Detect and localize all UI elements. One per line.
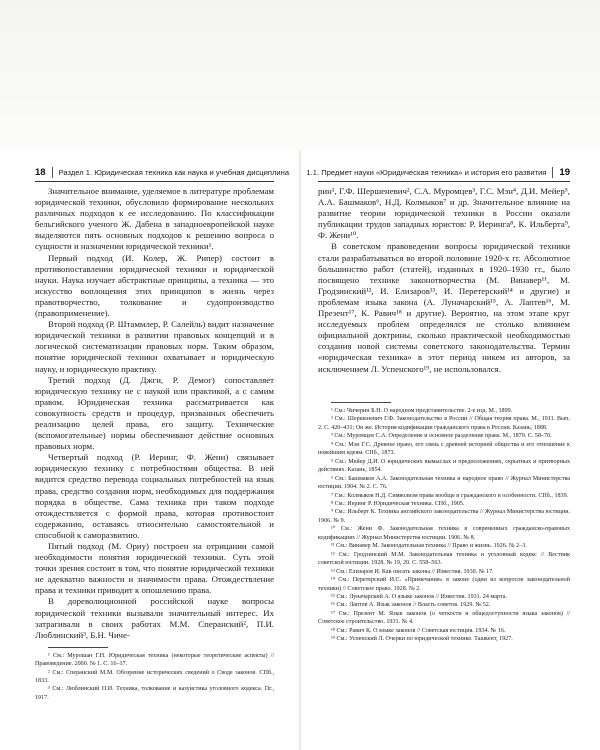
footnote: ¹ См.: Чичерин Б.Н. О народном представительстве. 2-е изд. М., 1899. (331, 408, 513, 414)
footnote: ¹² См.: Гродзинский М.М. Законодательная техника и уголовный кодекс // Вестник советской юстиции. 1928. № 19, 20. С. 558–563. (318, 551, 570, 567)
footnote: ¹ См.: Мурошан Г.Н. Юридическая техника (некоторые теоретические аспекты) // Правоведение. 2000. № 1. С. 16–17. (35, 652, 274, 668)
right-running-header (306, 166, 570, 178)
right-page-number: 19 (559, 166, 570, 178)
footnote: ³ См.: Люблинский П.И. Техника, толкование и казуистика уголовного кодекса. Пг., 1917. (35, 686, 274, 701)
footnote: ² См.: Сперанский М.М. Обозрение исторических сведений о Своде законов. СПб., 1833. (35, 669, 274, 685)
footnote: ¹⁰ См.: Жени Ф. Законодательная техника в современных гражданско-правовых кодификациях // Журнал Министерства юстиции. 1906. № 8. (318, 526, 570, 541)
footnote: ⁵ См.: Мейер Д.И. О юридических вымыслах и предположениях, скрытных и притворных действиях. Казань, 1854. (318, 458, 570, 474)
left-page (0, 0, 299, 750)
footnote: ⁶ См.: Башмаков А.А. Законодательная техника и народное право // Журнал Министерства юстиции. 1904. № 2. С. 76. (318, 475, 570, 491)
paragraph: Пятый подход (М. Ориу) построен на отрицании самой необходимости понятия юридической техники. Суть этой точки зрения состоит в том, что понятие юридической техники не адекватно важности и значимости права. Отождествление права и техники приводит к опошлению права. (35, 541, 274, 596)
left-header-text: Раздел 1. Юридическая техника как наука и учебная дисциплина (58, 167, 290, 177)
left-footnotes (35, 652, 274, 702)
left-body-text (35, 186, 274, 702)
left-page-number: 18 (35, 166, 46, 178)
footnote: ¹⁵ См.: Луначарский А. О языке законов // Известия. 1931. 24 марта. (331, 593, 507, 600)
footnote: ¹³ См.: Елизаров И. Как писать законы // Известия. 1930. № 17. (331, 568, 494, 575)
footnote: ¹⁶ См.: Лаптев А. Язык законов // Власть советов. 1929. № 52. (331, 602, 491, 609)
footnote: ¹⁹ См.: Успенский Л. Очерки по юридической технике. Ташкент, 1927. (331, 636, 513, 643)
footnote-rule (331, 402, 391, 403)
footnote: ³ См.: Муромцев С.А. Определение и основное разделение права. М., 1879. С. 58–70. (331, 433, 552, 440)
footnote: ⁴ См.: Мэн Г.С. Древнее право, его связь с древней историей общества и его отношение к новейшим идеям. СПб., 1873. (318, 441, 570, 457)
footnote: ² См.: Шершеневич Г.Ф. Законодательство в России // Общая теория права. М., 1911. Вып. 2. С. 420–431; Он же. История кодификации гражданского права в России. Казань, 1888. (318, 416, 570, 431)
header-separator (52, 167, 53, 178)
paragraph: Четвертый подход (Р. Иеринг, Ф. Жени) связывает юридическую технику с потребностями общества. В ней видится средство перевода социальных потребностей на язык права, средство создания норм, необходимых для поддержания порядка в обществе. Сама техника при таком подходе отождествляется с формой права, которая противостоит содержанию, оставаясь относительно самостоятельной и способной к саморазвитию. (35, 452, 274, 540)
right-header-rule (318, 181, 570, 182)
footnote: ⁷ См.: Колмыков Н.Д. Символизм права вообще и гражданского в особенности. СПб., 1839. (331, 492, 569, 499)
footnote: ¹⁷ См.: Презент М. Язык законов (о четкости и общедоступности языка законов) // Советское строительство. 1931. № 4. (318, 610, 570, 626)
footnote: ⁸ См.: Иеринг Р. Юридическая техника. СПб., 1905. (331, 500, 465, 507)
paragraph: Первый подход (И. Колер, Ж. Рипер) состоит в противопоставлении юридической техники и юридической науки. Наука изучает абстрактные принципы, а техника — это искусство воплощения этих принципов в жизнь через правотворчество, толкование и судопроизводство (правоприменение). (35, 252, 274, 319)
right-page (301, 0, 600, 750)
left-header-rule (35, 181, 274, 182)
paragraph: В дореволюционной российской науке вопросы юридической техники вызывали значительный интерес. Их затрагивали в своих работах М.М. Сперанский², П.И. Люблинский³, Б.Н. Чиче- (35, 596, 274, 640)
paragraph: В советском правоведении вопросы юридической техники стали разрабатываться во второй половине 1920-х гг. Абсолютное большинство работ (статей), изданных в 1920–1930 гг., было посвящено технике законотворчества (М. Винавер¹¹, М. Гродзинский¹², И. Елизаров¹³, И. Перетерский¹⁴ и другие) и проблемам языка закона (А. Луначарский¹⁵, А. Лаптев¹⁶, М. Презент¹⁷, К. Равич¹⁸ и другие). Вероятно, на этом этапе круг исследуемых проблем определялся не столько влиянием официальной доктрины, сколько практической необходимостью создания новой системы советского законодательства. Термин «юридическая техника» в этот период никем из авторов, за исключением Л. Успенского¹⁹, не использовался. (318, 241, 570, 374)
paragraph: Третий подход (Д. Джги, Р. Демог) сопоставляет юридическую технику не с наукой или практикой, а с самим правом. Юридическая техника рассматривается как совокупность средств и процедур, призванных обеспечить реализацию целей права, его защиту. Технические (вспомогательные) нормы обеспечивают действие основных правовых норм. (35, 374, 274, 452)
footnote-rule (48, 647, 108, 648)
right-body-text (318, 186, 570, 375)
footnote: ⁹ См.: Ильберт К. Техника английского законодательства // Журнал Министерства юстиции. 1906. № 9. (318, 509, 570, 524)
right-header-text: 1.1. Предмет науки «Юридическая техника» и история его развития (306, 167, 547, 177)
footnote: ¹⁸ См.: Равич К. О языке законов // Советская юстиция. 1934. № 16. (331, 627, 506, 634)
paragraph: Значительное внимание, уделяемое в литературе проблемам юридической техники, обусловило формирование нескольких различных подходов к ее исследованию. По классификации бельгийского ученого Ж. Дабена в западноевропейской науке выделяются пять основных подходов к решению вопроса о сущности и назначении юридической техники¹. (35, 186, 274, 252)
footnote: ¹¹ См.: Винавер М. Законодательная техника // Право и жизнь. 1926. № 2–3. (331, 543, 527, 550)
paragraph: рин¹, Г.Ф. Шершеневич², С.А. Муромцев³, Г.С. Мэн⁴, Д.И. Мейер⁵, А.А. Башмаков⁶, Н.Д. Колмыков⁷ и др. Значительное влияние на развитие теории юридической техники в России оказали публикации трудов западных юристов: Р. Иеринга⁸, К. Ильберта⁹, Ф. Жени¹⁰. (318, 186, 570, 241)
paragraph: Второй подход (Р. Штаммлер, Р. Салейль) видит назначение юридической техники в развитии правовых концепций и в логической систематизации правовых норм. Таким образом, понятие юридической техники охватывает и юридическую науку, и юридическую практику. (35, 319, 274, 374)
left-running-header (35, 166, 289, 178)
right-footnotes (318, 402, 570, 644)
header-separator (552, 167, 553, 178)
footnote: ¹⁴ См.: Перетерский И.С. «Примечания» в законе (один из вопросов законодательной техники) // Советское право. 1928. № 2. (318, 577, 570, 592)
